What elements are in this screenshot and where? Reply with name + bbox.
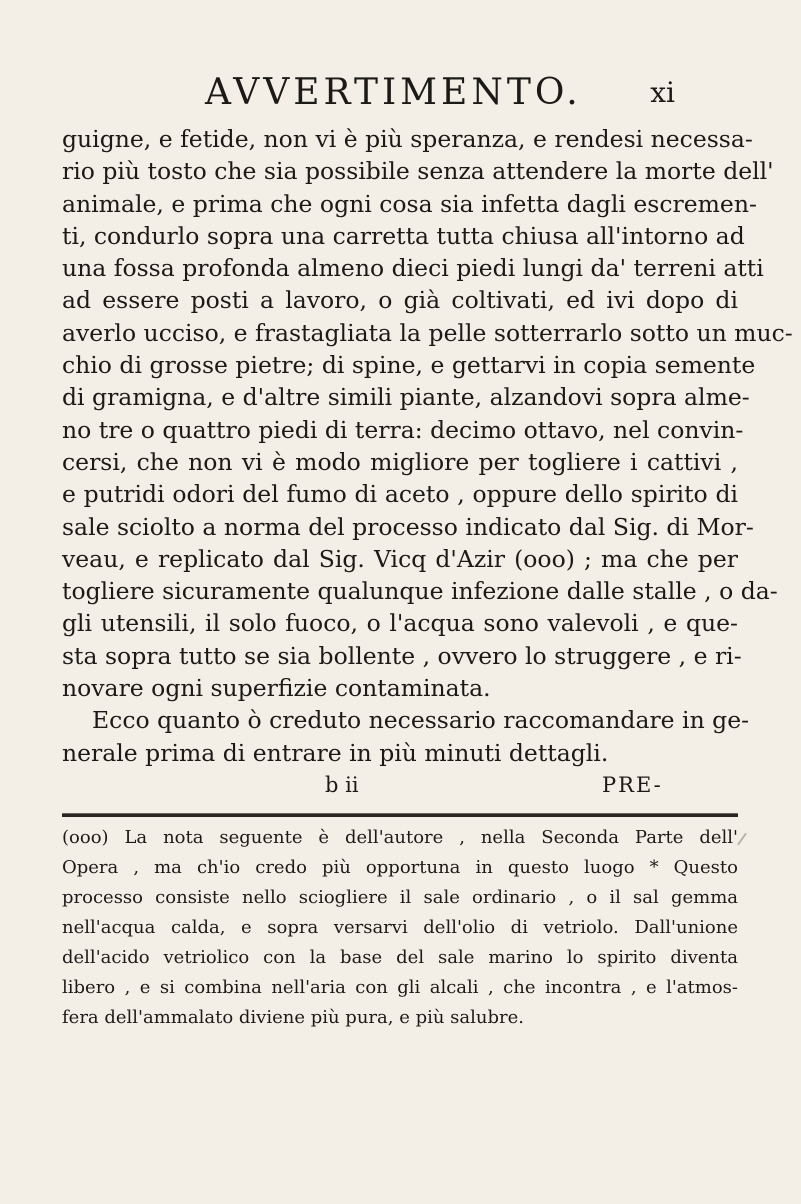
- text-line: gli utensili, il solo fuoco, o l'acqua sono valevoli , e que-: [62, 609, 738, 638]
- text-line: di gramigna, e d'altre simili piante, alzandovi sopra alme-: [62, 383, 750, 412]
- catchword: PRE-: [602, 773, 663, 797]
- text-line: animale, e prima che ogni cosa sia infetta dagli escremen-: [62, 189, 757, 218]
- text-line: no tre o quattro piedi di terra: decimo ottavo, nel convin-: [62, 415, 744, 444]
- text-line: cersi, che non vi è modo migliore per togliere i cattivi ,: [62, 447, 738, 476]
- footnote-line: nell'acqua calda, e sopra versarvi dell'olio di vetriolo. Dall'unione: [62, 917, 738, 938]
- text-line: sale sciolto a norma del processo indicato dal Sig. di Mor-: [62, 512, 754, 541]
- text-line: una fossa profonda almeno dieci piedi lungi da' terreni atti: [62, 254, 764, 283]
- text-line: e putridi odori del fumo di aceto , oppure dello spirito di: [62, 480, 738, 509]
- footnote-line: dell'acido vetriolico con la base del sale marino lo spirito diventa: [62, 947, 738, 968]
- text-line: guigne, e fetide, non vi è più speranza, e rendesi necessa-: [62, 125, 753, 153]
- text-line: ad essere posti a lavoro, o già coltivati, ed ivi dopo di: [62, 286, 738, 315]
- text-line: Ecco quanto ò creduto necessario raccomandare in ge-: [92, 706, 750, 735]
- text-line: rio più tosto che sia possibile senza attendere la morte dell': [62, 157, 774, 186]
- footnote-line: libero , e si combina nell'aria con gli alcali , che incontra , e l'atmos-: [62, 977, 738, 998]
- footnote-rule: [62, 813, 738, 817]
- text-line: chio di grosse pietre; di spine, e gettarvi in copia semente: [62, 351, 756, 380]
- text-line: togliere sicuramente qualunque infezione dalle stalle , o da-: [62, 577, 778, 606]
- text-line: novare ogni superfizie contaminata.: [62, 674, 491, 703]
- header-title: AVVERTIMENTO.: [205, 72, 582, 113]
- text-line: veau, e replicato dal Sig. Vicq d'Azir (ooo) ; ma che per: [62, 544, 738, 573]
- text-line: sta sopra tutto se sia bollente , ovvero lo struggere , e ri-: [62, 641, 742, 670]
- running-header: [205, 72, 675, 118]
- text-line: averlo ucciso, e frastagliata la pelle sotterrarlo sotto un muc-: [62, 318, 793, 347]
- signature-line: [0, 773, 801, 803]
- footnote-line: processo consiste nello sciogliere il sale ordinario , o il sal gemma: [62, 887, 738, 908]
- main-text: [62, 123, 793, 769]
- signature-mark: b ii: [325, 773, 359, 797]
- footnote: [62, 823, 738, 1033]
- footnote-line: Opera , ma ch'io credo più opportuna in questo luogo * Questo: [62, 857, 738, 878]
- page-number: xi: [650, 76, 675, 109]
- footnote-line: (ooo) La nota seguente è dell'autore , nella Seconda Parte dell': [62, 827, 738, 848]
- ink-mark: [737, 833, 747, 846]
- text-line: ti, condurlo sopra una carretta tutta chiusa all'intorno ad: [62, 221, 745, 250]
- footnote-line: fera dell'ammalato diviene più pura, e più salubre.: [62, 1007, 524, 1028]
- text-line: nerale prima di entrare in più minuti dettagli.: [62, 738, 609, 767]
